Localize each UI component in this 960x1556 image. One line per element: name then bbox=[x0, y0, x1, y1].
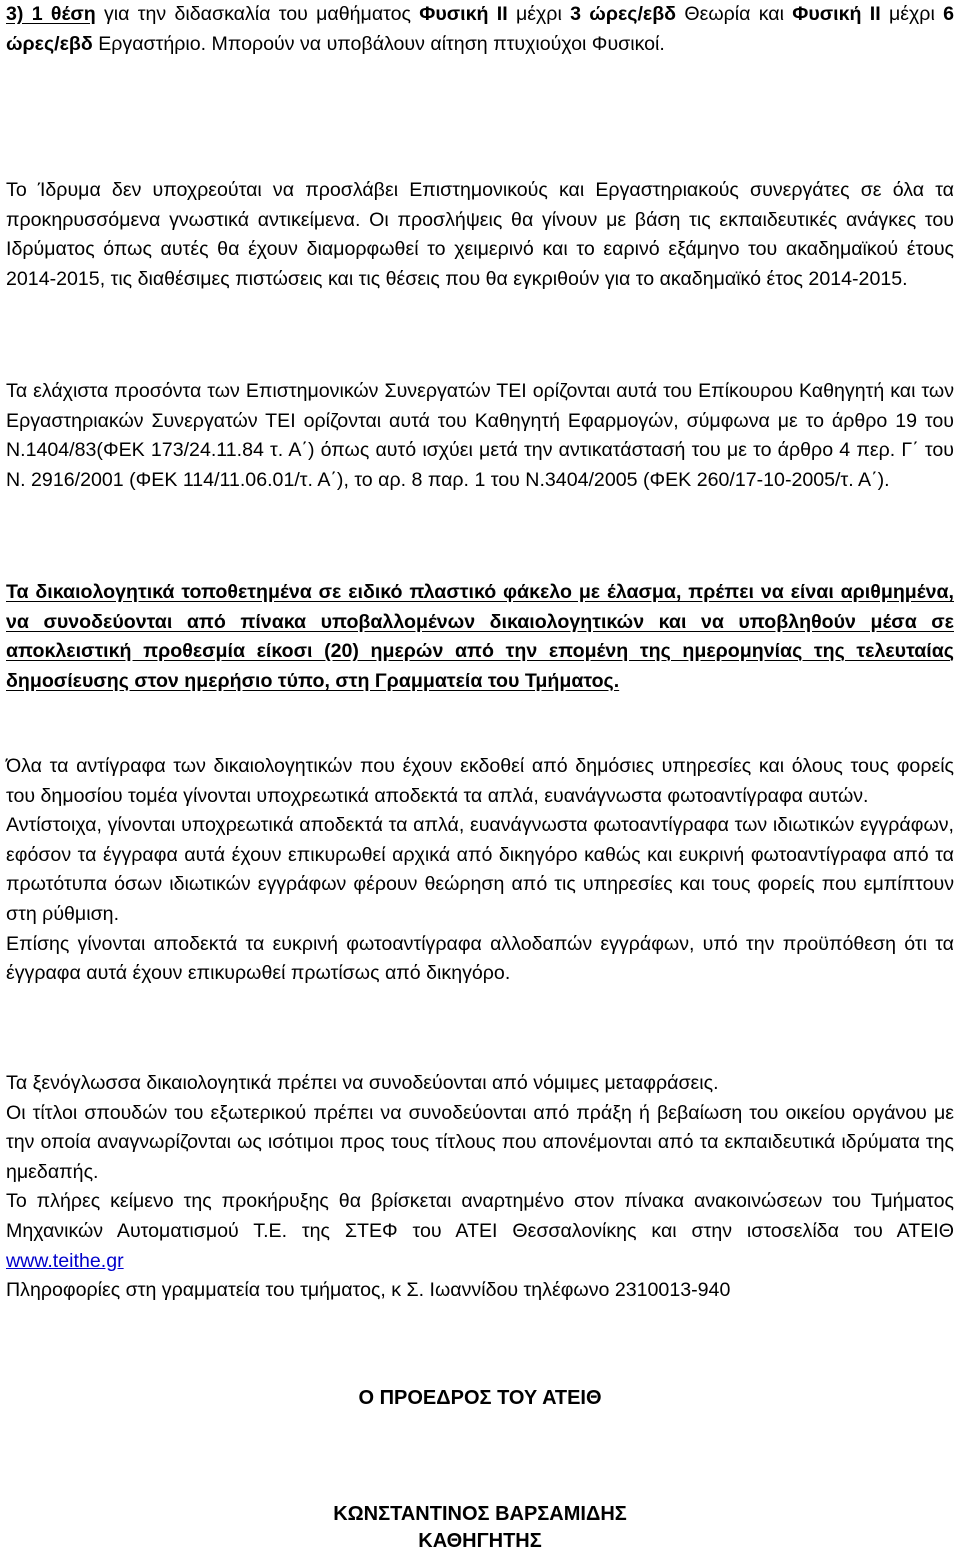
foreign-docs-paragraph-1: Τα ξενόγλωσσα δικαιολογητικά πρέπει να συνοδεύονται από νόμιμες μεταφράσεις. bbox=[6, 1072, 719, 1094]
deadline-paragraph: Τα δικαιολογητικά τοποθετημένα σε ειδικό πλαστικό φάκελο με έλασμα, πρέπει να είναι αριθμημένα, να συνοδεύονται από πίνακα υποβαλλομένων δικαιολογητικών και να υποβληθούν μέσα σε αποκλειστική προθεσμία είκοσι (20) ημερών από την επομένη της ημερομηνίας της τελευταίας δημοσίευσης στον ημερήσιο τύπο, στη Γραμματεία του Τμήματος. bbox=[6, 581, 954, 692]
signature-title: Ο ΠΡΟΕΔΡΟΣ ΤΟΥ ΑΤΕΙΘ bbox=[358, 1387, 602, 1409]
hiring-paragraph: Το Ίδρυμα δεν υποχρεούται να προσλάβει Επιστημονικούς και Εργαστηριακούς συνεργάτες σε όλα τα προκηρυσσόμενα γνωστικά αντικείμενα. Οι προσλήψεις θα γίνουν με βάση τις εκπαιδευτικές ανάγκες του Ιδρύματος όπως αυτές θα έχουν διαμορφωθεί το χειμερινό και το εαρινό εξάμηνο του ακαδημαϊκού έτους 2014-2015, τις διαθέσιμες πιστώσεις και τις θέσεις που θα εγκριθούν για το ακαδημαϊκό έτος 2014-2015. bbox=[6, 179, 954, 290]
qualifications-paragraph: Τα ελάχιστα προσόντα των Επιστημονικών Συνεργατών ΤΕΙ ορίζονται αυτά του Επίκουρου Καθηγητή και των Εργαστηριακών Συνεργατών ΤΕΙ ορίζονται αυτά του Καθηγητή Εφαρμογών, σύμφωνα με το άρθρο 19 του Ν.1404/83(ΦΕΚ 173/24.11.84 τ. Α΄) όπως αυτό ισχύει μετά την αντικατάστασή του με το άρθρο 4 περ. Γ΄ του Ν. 2916/2001 (ΦΕΚ 114/11.06.01/τ. Α΄), το αρ. 8 παρ. 1 του Ν.3404/2005 (ΦΕΚ 260/17-10-2005/τ. Α΄). bbox=[6, 380, 954, 491]
item-3-text-3: Θεωρία και bbox=[676, 3, 793, 25]
hours-theory: 3 ώρες/εβδ bbox=[570, 3, 677, 25]
signature-position: ΚΑΘΗΓΗΤΗΣ bbox=[418, 1530, 542, 1552]
foreign-docs-paragraph-2: Οι τίτλοι σπουδών του εξωτερικού πρέπει να συνοδεύονται από πράξη ή βεβαίωση του οικείου οργάνου με την οποία αναγνωρίζονται ως ισότιμοι προς τους τίτλους που απονέμονται από τα εκπαιδευτικά ιδρύματα της ημεδαπής. bbox=[6, 1101, 954, 1183]
copies-paragraph-3: Επίσης γίνονται αποδεκτά τα ευκρινή φωτοαντίγραφα αλλοδαπών εγγράφων, υπό την προϋπόθεση ότι τα έγγραφα αυτά έχουν επικυρωθεί πρωτίσως από δικηγόρο. bbox=[6, 932, 954, 985]
announcement-text: Το πλήρες κείμενο της προκήρυξης θα βρίσκεται αναρτημένο στον πίνακα ανακοινώσεων του Τμήματος Μηχανικών Αυτοματισμού Τ.Ε. της ΣΤΕΦ του ΑΤΕΙ Θεσσαλονίκης και στην ιστοσελίδα του ΑΤΕΙΘ bbox=[6, 1190, 954, 1242]
item-3-paragraph bbox=[6, 0, 954, 59]
signature-name: ΚΩΝΣΤΑΝΤΙΝΟΣ ΒΑΡΣΑΜΙΔΗΣ bbox=[333, 1503, 627, 1525]
hours-lab: 6 ώρες/εβδ bbox=[6, 3, 955, 55]
item-3-text-5: Εργαστήριο. Μπορούν να υποβάλουν αίτηση πτυχιούχοι Φυσικοί. bbox=[92, 32, 665, 55]
foreign-docs-section bbox=[6, 1069, 954, 1306]
copies-paragraph-1: Όλα τα αντίγραφα των δικαιολογητικών που έχουν εκδοθεί από δημόσιες υπηρεσίες και όλους τους φορείς του δημοσίου τομέα γίνονται υποχρεωτικά αποδεκτά τα απλά, ευανάγνωστα φωτοαντίγραφα αυτών. bbox=[6, 755, 954, 807]
subject-physics-2-a: Φυσική ΙΙ bbox=[419, 3, 508, 25]
info-line: Πληροφορίες στη γραμματεία του τμήματος, κ Σ. Ιωαννίδου τηλέφωνο 2310013-940 bbox=[6, 1279, 731, 1302]
announcement-paragraph bbox=[6, 1187, 954, 1276]
copies-section bbox=[6, 752, 954, 989]
item-3-text-4: μέχρι bbox=[880, 3, 944, 25]
item-3-number: 3) 1 θέση bbox=[6, 3, 96, 25]
subject-physics-2-b: Φυσική ΙΙ bbox=[792, 3, 881, 25]
copies-paragraph-2: Αντίστοιχα, γίνονται υποχρεωτικά αποδεκτά τα απλά, ευανάγνωστα φωτοαντίγραφα των ιδιωτικών εγγράφων, εφόσον τα έγγραφα αυτά έχουν επικυρωθεί αρχικά από δικηγόρο καθώς και ευκρινή φωτοαντίγραφα από τα πρωτότυπα όσων ιδιωτικών εγγράφων φέρουν θεώρηση από τις υπηρεσίες και τους φορείς που εμπίπτουν στη ρύθμιση. bbox=[6, 814, 954, 925]
website-link[interactable]: www.teithe.gr bbox=[6, 1249, 124, 1272]
item-3-text-1: για την διδασκαλία του μαθήματος bbox=[95, 3, 420, 25]
item-3-text-2: μέχρι bbox=[507, 3, 571, 25]
